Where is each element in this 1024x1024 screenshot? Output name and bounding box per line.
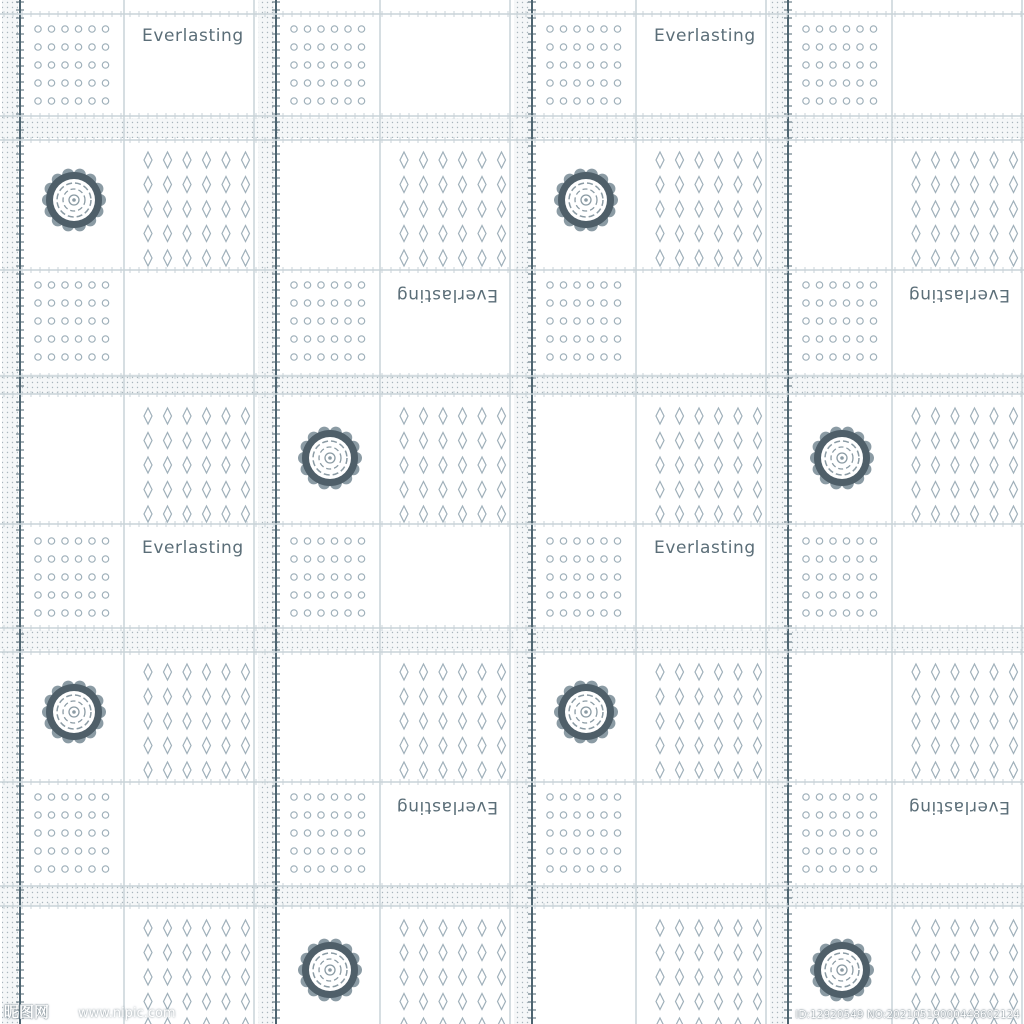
stipple-strip xyxy=(2,0,18,1024)
stipple-band xyxy=(0,886,1024,906)
slogan-text: Everlasting xyxy=(908,797,1010,817)
slogan-text: Everlasting xyxy=(142,26,244,46)
slogan-text: Everlasting xyxy=(396,797,498,817)
stipple-band xyxy=(0,630,1024,650)
slogan-text: Everlasting xyxy=(654,538,756,558)
stipple-strip xyxy=(258,0,274,1024)
slogan-text: Everlasting xyxy=(908,285,1010,305)
watermark-logo: 昵图网 xyxy=(4,1003,50,1021)
slogan-text: Everlasting xyxy=(654,26,756,46)
slogan-text: Everlasting xyxy=(142,538,244,558)
stipple-band xyxy=(0,374,1024,394)
slogan-text: Everlasting xyxy=(396,285,498,305)
watermark-id: ID:12920549 NO:20210519000448602124 xyxy=(795,1009,1020,1021)
stipple-strip xyxy=(514,0,530,1024)
watermark-url: www.nipic.com xyxy=(78,1006,176,1021)
stipple-strip xyxy=(770,0,786,1024)
stipple-band xyxy=(0,118,1024,138)
